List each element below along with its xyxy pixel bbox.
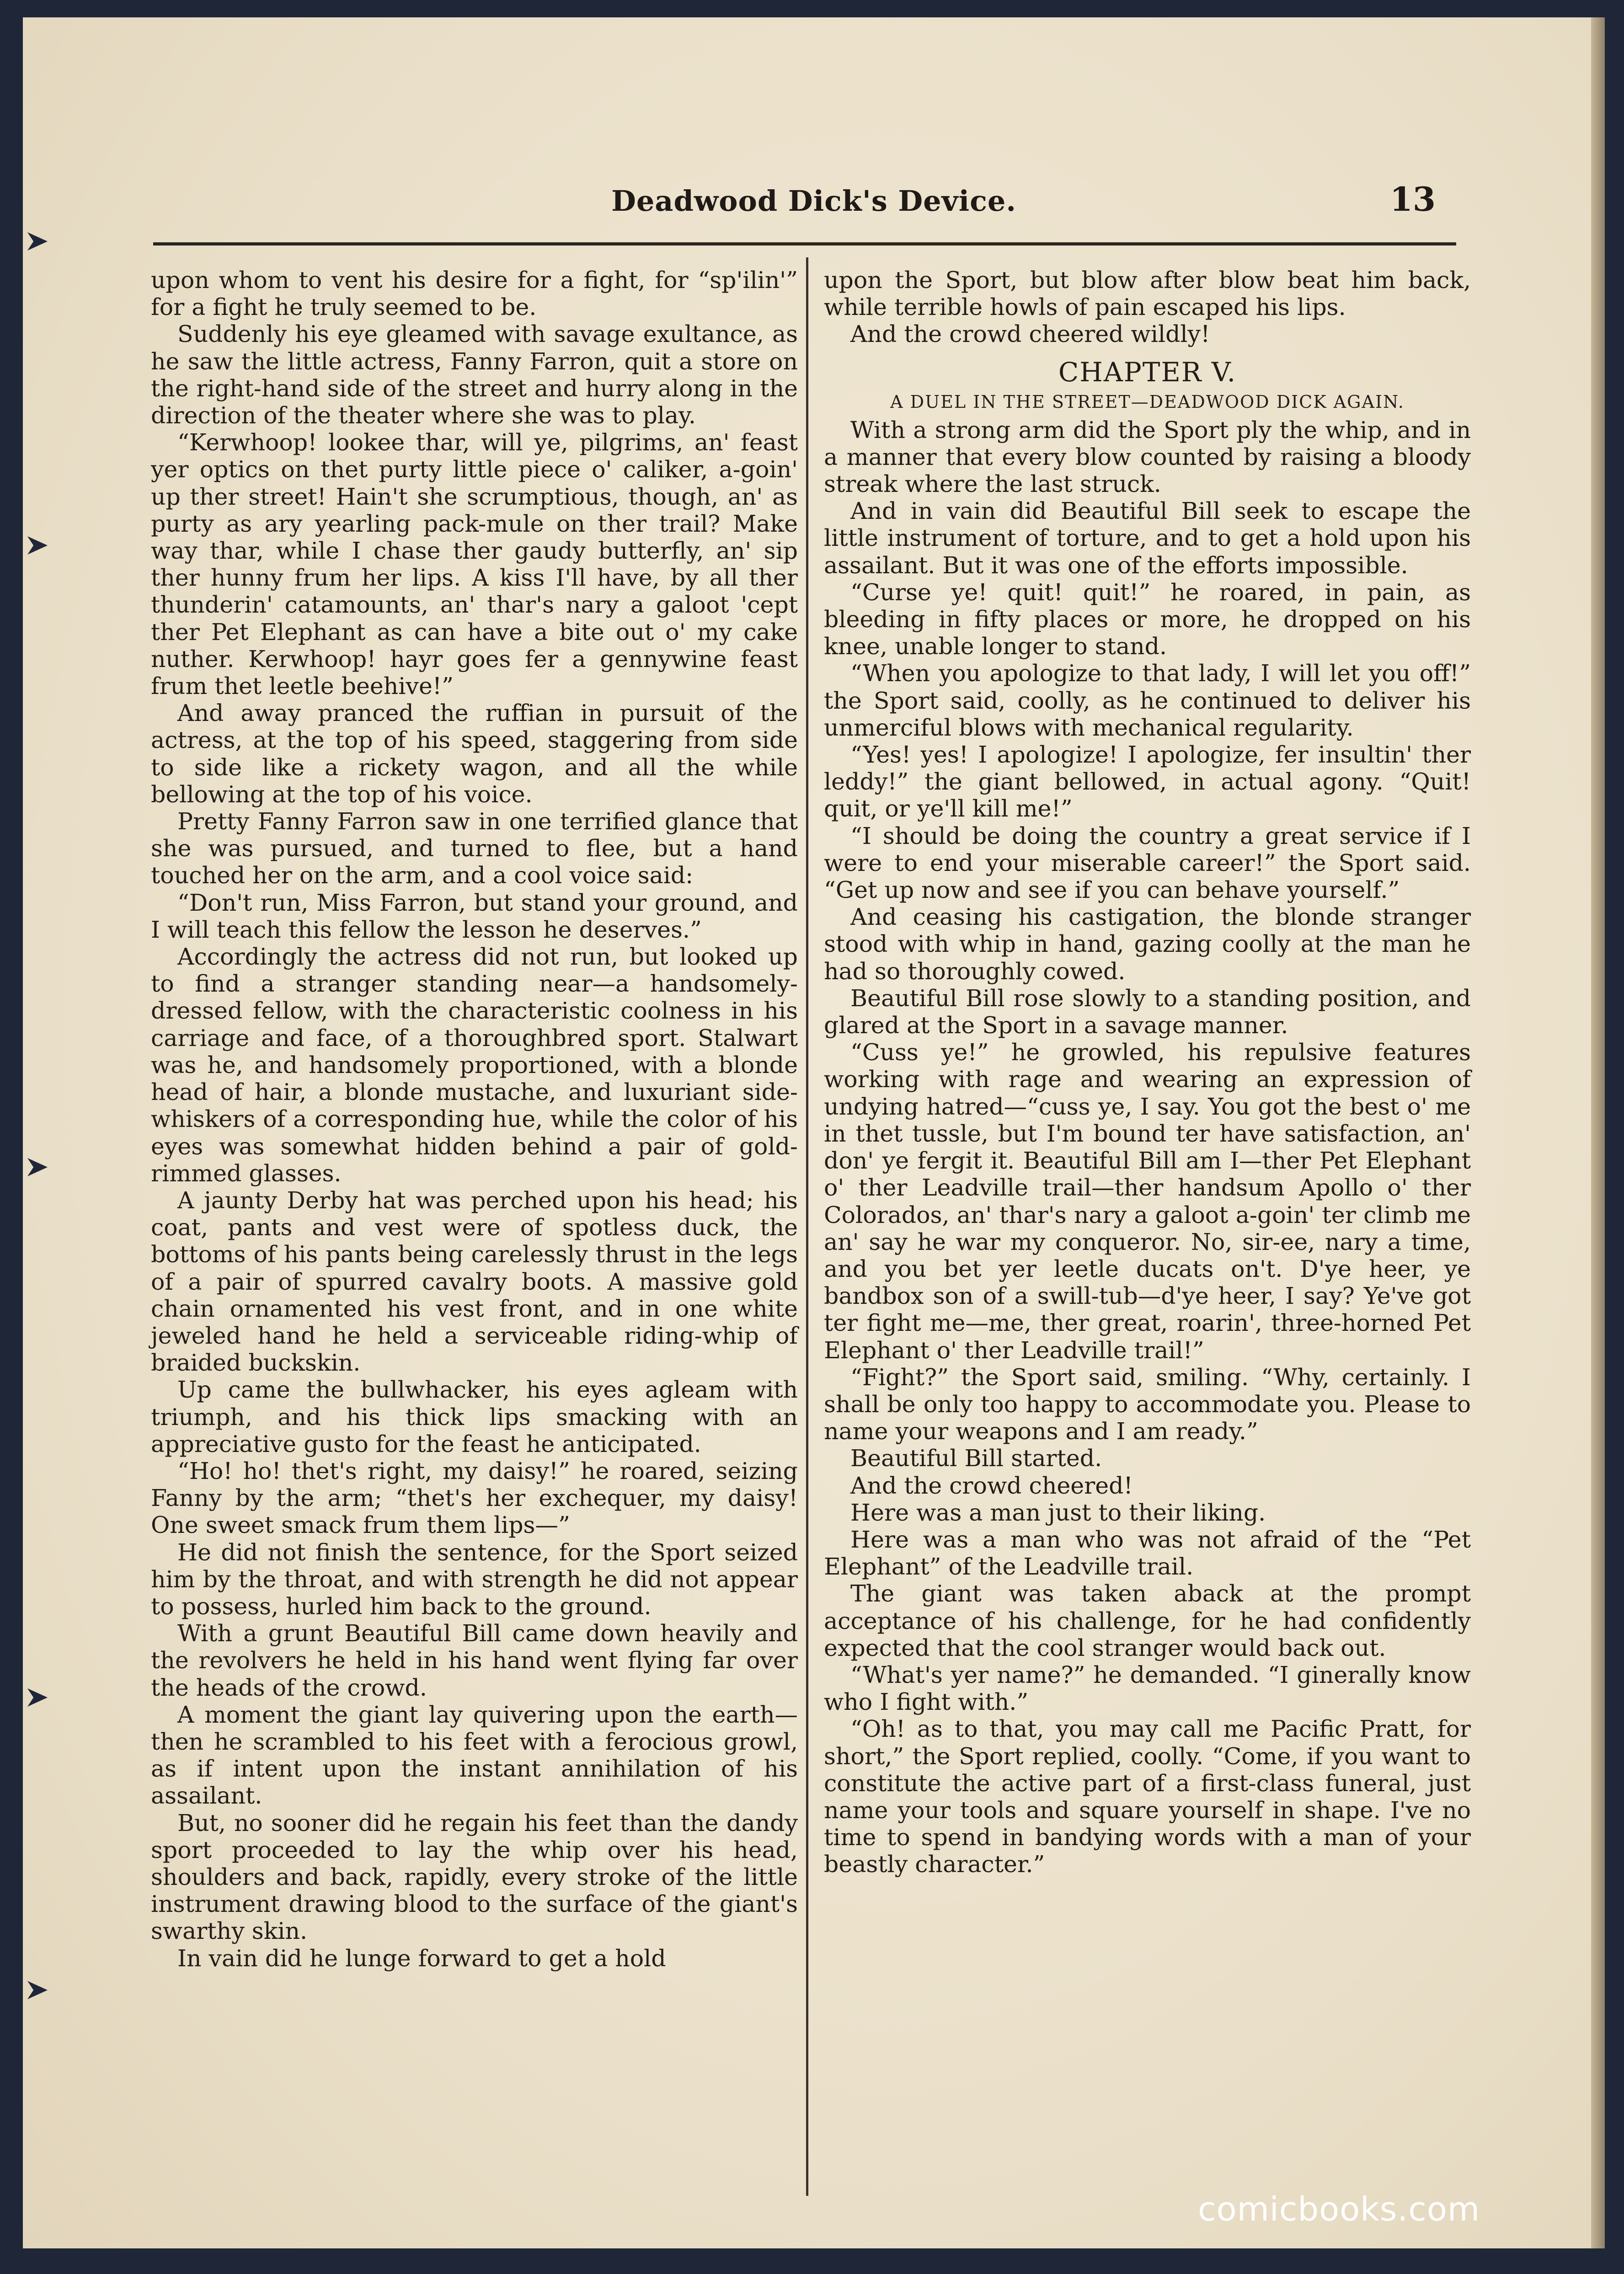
right-column [824, 267, 1471, 1878]
paragraph: “Curse ye! quit! quit!” he roared, in pain, as bleeding in fifty places or more, he dropped on his knee, unable longer to stand. [824, 578, 1471, 660]
binding-staple-icon [23, 1681, 55, 1714]
paragraph: And away pranced the ruffian in pursuit of the actress, at the top of his speed, staggering from side to side like a rickety wagon, and all the while bellowing at the top of his voice. [151, 699, 798, 808]
paragraph: And in vain did Beautiful Bill seek to escape the little instrument of torture, and to get a hold upon his assailant. But it was one of the efforts impossible. [824, 497, 1471, 579]
paragraph: “Oh! as to that, you may call me Pacific Pratt, for short,” the Sport replied, coolly. “Come, if you want to constitute the active part of a first-class funeral, just name your tools and square yourself in shape. I've no time to spend in bandying words with a man of your beastly character.” [824, 1715, 1471, 1878]
paragraph: Accordingly the actress did not run, but looked up to find a stranger standing near—a handsomely-dressed fellow, with the characteristic coolness in his carriage and face, of a thoroughbred sport. Stalwart was he, and handsomely proportioned, with a blonde head of hair, a blonde mustache, and luxuriant side-whiskers of a corresponding hue, while the color of his eyes was somewhat hidden behind a pair of gold-rimmed glasses. [151, 943, 798, 1187]
paragraph: “What's yer name?” he demanded. “I ginerally know who I fight with.” [824, 1661, 1471, 1716]
paragraph: And the crowd cheered! [850, 1472, 1133, 1499]
paragraph: With a strong arm did the Sport ply the whip, and in a manner that every blow counted by raising a bloody streak where the last struck. [824, 416, 1471, 498]
paragraph: Up came the bullwhacker, his eyes agleam with triumph, and his thick lips smacking with an appreciative gusto for the feast he anticipated. [151, 1376, 798, 1457]
page-number: 13 [1389, 180, 1436, 219]
paragraph: “Fight?” the Sport said, smiling. “Why, certainly. I shall be only too happy to accommodate you. Please to name your weapons and I am ready.” [824, 1363, 1471, 1445]
paragraph: “Cuss ye!” he growled, his repulsive features working with rage and wearing an expression of undying hatred—“cuss ye, I say. You got the best o' me in thet tussle, but I'm bound ter have satisfaction, an' don' ye fergit it. Beautiful Bill am I—ther Pet Elephant o' ther Leadville trail—ther handsum Apollo o' ther Colorados, an' thar's nary a galoot a-goin' ter climb me an' say he war my conqueror. No, sir-ee, nary a time, and you bet yer leetle ducats on't. D'ye heer, ye bandbox son of a swill-tub—d'ye heer, I say? Ye've got ter fight me—me, ther great, roarin', three-horned Pet Elephant o' ther Leadville trail!” [824, 1039, 1471, 1364]
chapter-subtitle: A DUEL IN THE STREET—DEADWOOD DICK AGAIN. [890, 391, 1405, 412]
binding-staple-icon [23, 225, 55, 257]
paragraph: And ceasing his castigation, the blonde stranger stood with whip in hand, gazing coolly at the man he had so thoroughly cowed. [824, 903, 1471, 985]
paragraph: A moment the giant lay quivering upon the earth—then he scrambled to his feet with a ferocious growl, as if intent upon the instant annihilation of his assailant. [151, 1701, 798, 1810]
binding-staple-icon [23, 1974, 55, 2006]
paragraph: “Don't run, Miss Farron, but stand your ground, and I will teach this fellow the lesson he deserves.” [151, 889, 798, 943]
paragraph: “When you apologize to that lady, I will let you off!” the Sport said, coolly, as he continued to deliver his unmerciful blows with mechanical regularity. [824, 660, 1471, 741]
binding-staple-icon [23, 1151, 55, 1183]
paragraph: Here was a man just to their liking. [850, 1499, 1266, 1526]
paragraph: He did not finish the sentence, for the Sport seized him by the throat, and with strength he did not appear to possess, hurled him back to the ground. [151, 1538, 798, 1620]
paragraph: The giant was taken aback at the prompt acceptance of his challenge, for he had confidently expected that the cool stranger would back out. [824, 1580, 1471, 1661]
right-column-body [824, 416, 1471, 1878]
page-edge [1591, 17, 1605, 2248]
paragraph: And the crowd cheered wildly! [850, 320, 1210, 348]
paragraph: A jaunty Derby hat was perched upon his head; his coat, pants and vest were of spotless duck, the bottoms of his pants being carelessly thrust in the legs of a pair of spurred cavalry boots. A massive gold chain ornamented his vest front, and in one white jeweled hand he held a serviceable riding-whip of braided buckskin. [151, 1186, 798, 1377]
paragraph: “Ho! ho! thet's right, my daisy!” he roared, seizing Fanny by the arm; “thet's her exchequer, my daisy! One sweet smack frum them lips—” [151, 1457, 798, 1539]
paragraph: upon the Sport, but blow after blow beat him back, while terrible howls of pain escaped his lips. [824, 267, 1471, 321]
binding-staple-icon [23, 529, 55, 561]
paragraph: Beautiful Bill rose slowly to a standing position, and glared at the Sport in a savage manner. [824, 984, 1471, 1039]
paragraph: “I should be doing the country a great service if I were to end your miserable career!” the Sport said. “Get up now and see if you can behave yourself.” [824, 822, 1471, 904]
paragraph: Suddenly his eye gleamed with savage exultance, as he saw the little actress, Fanny Farron, quit a store on the right-hand side of the street and hurry along in the direction of the theater where she was to play. [151, 320, 798, 429]
paragraph: “Yes! yes! I apologize! I apologize, fer insultin' ther leddy!” the giant bellowed, in actual agony. “Quit! quit, or ye'll kill me!” [824, 741, 1471, 822]
paragraph: Pretty Fanny Farron saw in one terrified glance that she was pursued, and turned to flee, but a hand touched her on the arm, and a cool voice said: [151, 808, 798, 889]
book-page [23, 17, 1597, 2248]
chapter-title: CHAPTER V. [1058, 356, 1237, 388]
paragraph: upon whom to vent his desire for a fight, for “sp'ilin'” for a fight he truly seemed to be. [151, 267, 798, 321]
right-column-lead [824, 267, 1471, 348]
running-title: Deadwood Dick's Device. [611, 184, 1016, 218]
paragraph: Beautiful Bill started. [850, 1445, 1102, 1472]
column-divider [806, 257, 808, 2196]
watermark: comicbooks.com [1198, 2190, 1480, 2228]
paragraph: But, no sooner did he regain his feet than the dandy sport proceeded to lay the whip over his head, shoulders and back, rapidly, every stroke of the little instrument drawing blood to the surface of the giant's swarthy skin. [151, 1809, 798, 1945]
paragraph: “Kerwhoop! lookee thar, will ye, pilgrims, an' feast yer optics on thet purty little piece o' caliker, a-goin' up ther street! Hain't she scrumptious, though, an' as purty as ary yearling pack-mule on ther trail? Make way thar, while I chase ther gaudy butterfly, an' sip ther hunny frum her lips. A kiss I'll have, by all ther thunderin' catamounts, an' thar's nary a galoot 'cept ther Pet Elephant as can have a bite out o' my cake nuther. Kerwhoop! hayr goes fer a gennywine feast frum thet leetle beehive!” [151, 429, 798, 700]
paragraph: Here was a man who was not afraid of the “Pet Elephant” of the Leadville trail. [824, 1526, 1471, 1580]
paragraph: In vain did he lunge forward to get a hold [177, 1944, 666, 1972]
left-column [151, 267, 798, 1972]
paragraph: With a grunt Beautiful Bill came down heavily and the revolvers he held in his hand went flying far over the heads of the crowd. [151, 1620, 798, 1701]
header-rule [153, 242, 1456, 246]
